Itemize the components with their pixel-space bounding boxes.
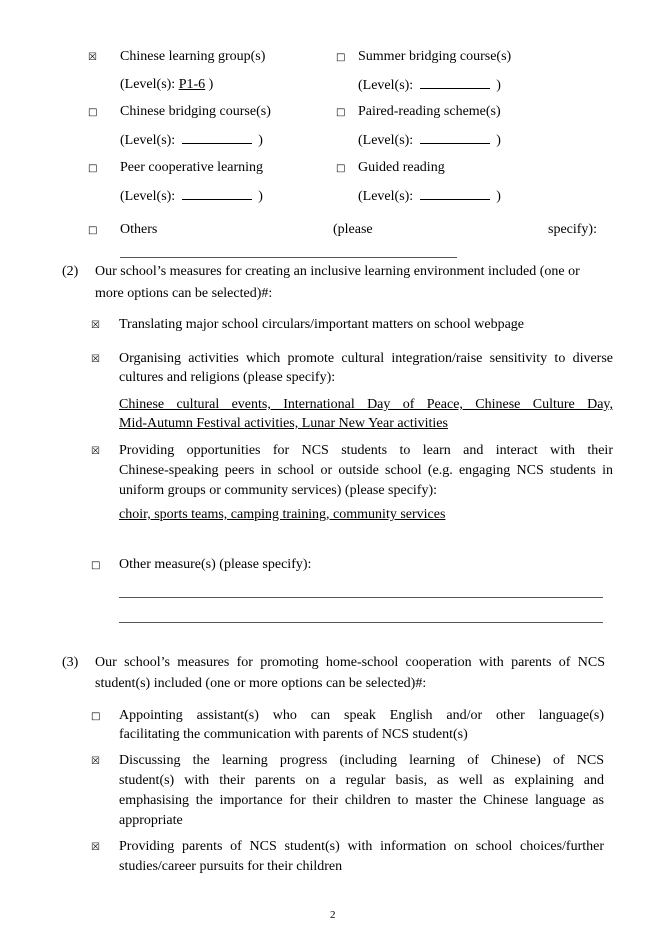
checkbox-unchecked-icon[interactable]: □ [88,107,98,118]
others-label: Others [120,222,158,237]
section-number: (2) [62,264,79,279]
option-level: (Level(s): ) [358,189,501,204]
checkbox-unchecked-icon[interactable]: □ [336,107,346,118]
section-heading: Our school’s measures for promoting home-school cooperation with parents of NCS [95,655,605,670]
measure-answer: choir, sports teams, camping training, community services [119,507,446,522]
measure-answer: Chinese cultural events, International Day of Peace, Chinese Culture Day, [119,397,613,412]
option-level: (Level(s): ) [120,133,263,148]
checkbox-unchecked-icon[interactable]: □ [88,225,98,236]
level-blank[interactable] [182,187,252,200]
option-level: (Level(s): ) [358,78,501,93]
section-number: (3) [62,655,79,670]
checkbox-checked-icon[interactable]: ☒ [91,354,100,365]
option-level: (Level(s): ) [120,189,263,204]
level-blank[interactable] [420,131,490,144]
measure-text: Other measure(s) (please specify): [119,557,312,572]
measure-text: Providing parents of NCS student(s) with information on school choices/further [119,839,604,854]
section-heading: Our school’s measures for creating an inclusive learning environment included (one or [95,264,580,279]
measure-text: Appointing assistant(s) who can speak English and/or other language(s) [119,708,604,723]
option-label: Guided reading [358,160,445,175]
level-blank[interactable] [420,187,490,200]
checkbox-unchecked-icon[interactable]: □ [91,560,101,571]
measure-text: Translating major school circulars/important matters on school webpage [119,317,525,332]
checkbox-unchecked-icon[interactable]: □ [88,163,98,174]
measure-text: uniform groups or community services) (please specify): [119,483,438,498]
measure-text: Providing opportunities for NCS students to learn and interact with their [119,443,613,458]
option-label: Summer bridging course(s) [358,49,512,64]
others-specify: specify): [548,222,597,237]
checkbox-checked-icon[interactable]: ☒ [88,52,97,63]
others-input-line[interactable] [120,257,457,258]
option-label: Chinese bridging course(s) [120,104,271,119]
measure-text: student(s) with their parents on a regular basis, as well as explaining and [119,773,604,788]
checkbox-checked-icon[interactable]: ☒ [91,756,100,767]
measure-text: appropriate [119,813,183,828]
measure-text: Organising activities which promote cultural integration/raise sensitivity to diverse [119,351,613,366]
others-please: (please [333,222,373,237]
measure-text: studies/career pursuits for their children [119,859,343,874]
option-level: (Level(s): P1-6 ) [120,77,214,92]
page-number: 2 [330,909,336,921]
section-heading: student(s) included (one or more options can be selected)#: [95,676,427,691]
level-value: P1-6 [178,77,206,92]
other-measure-line[interactable] [119,622,603,623]
checkbox-checked-icon[interactable]: ☒ [91,446,100,457]
checkbox-unchecked-icon[interactable]: □ [91,711,101,722]
option-level: (Level(s): ) [358,133,501,148]
measure-text: Discussing the learning progress (including learning of Chinese) of NCS [119,753,604,768]
option-label: Chinese learning group(s) [120,49,266,64]
measure-answer: Mid-Autumn Festival activities, Lunar New Year activities [119,416,448,431]
measure-text: cultures and religions (please specify): [119,370,336,385]
measure-text: Chinese-speaking peers in school or outside school (e.g. engaging NCS students in [119,463,613,478]
option-label: Paired-reading scheme(s) [358,104,501,119]
level-blank[interactable] [182,131,252,144]
checkbox-checked-icon[interactable]: ☒ [91,842,100,853]
section-heading: more options can be selected)#: [95,286,273,301]
other-measure-line[interactable] [119,597,603,598]
checkbox-unchecked-icon[interactable]: □ [336,52,346,63]
measure-text: emphasising the importance for their children to master the Chinese language as [119,793,604,808]
option-label: Peer cooperative learning [120,160,264,175]
checkbox-unchecked-icon[interactable]: □ [336,163,346,174]
measure-text: facilitating the communication with parents of NCS student(s) [119,727,468,742]
level-blank[interactable] [420,76,490,89]
checkbox-checked-icon[interactable]: ☒ [91,320,100,331]
